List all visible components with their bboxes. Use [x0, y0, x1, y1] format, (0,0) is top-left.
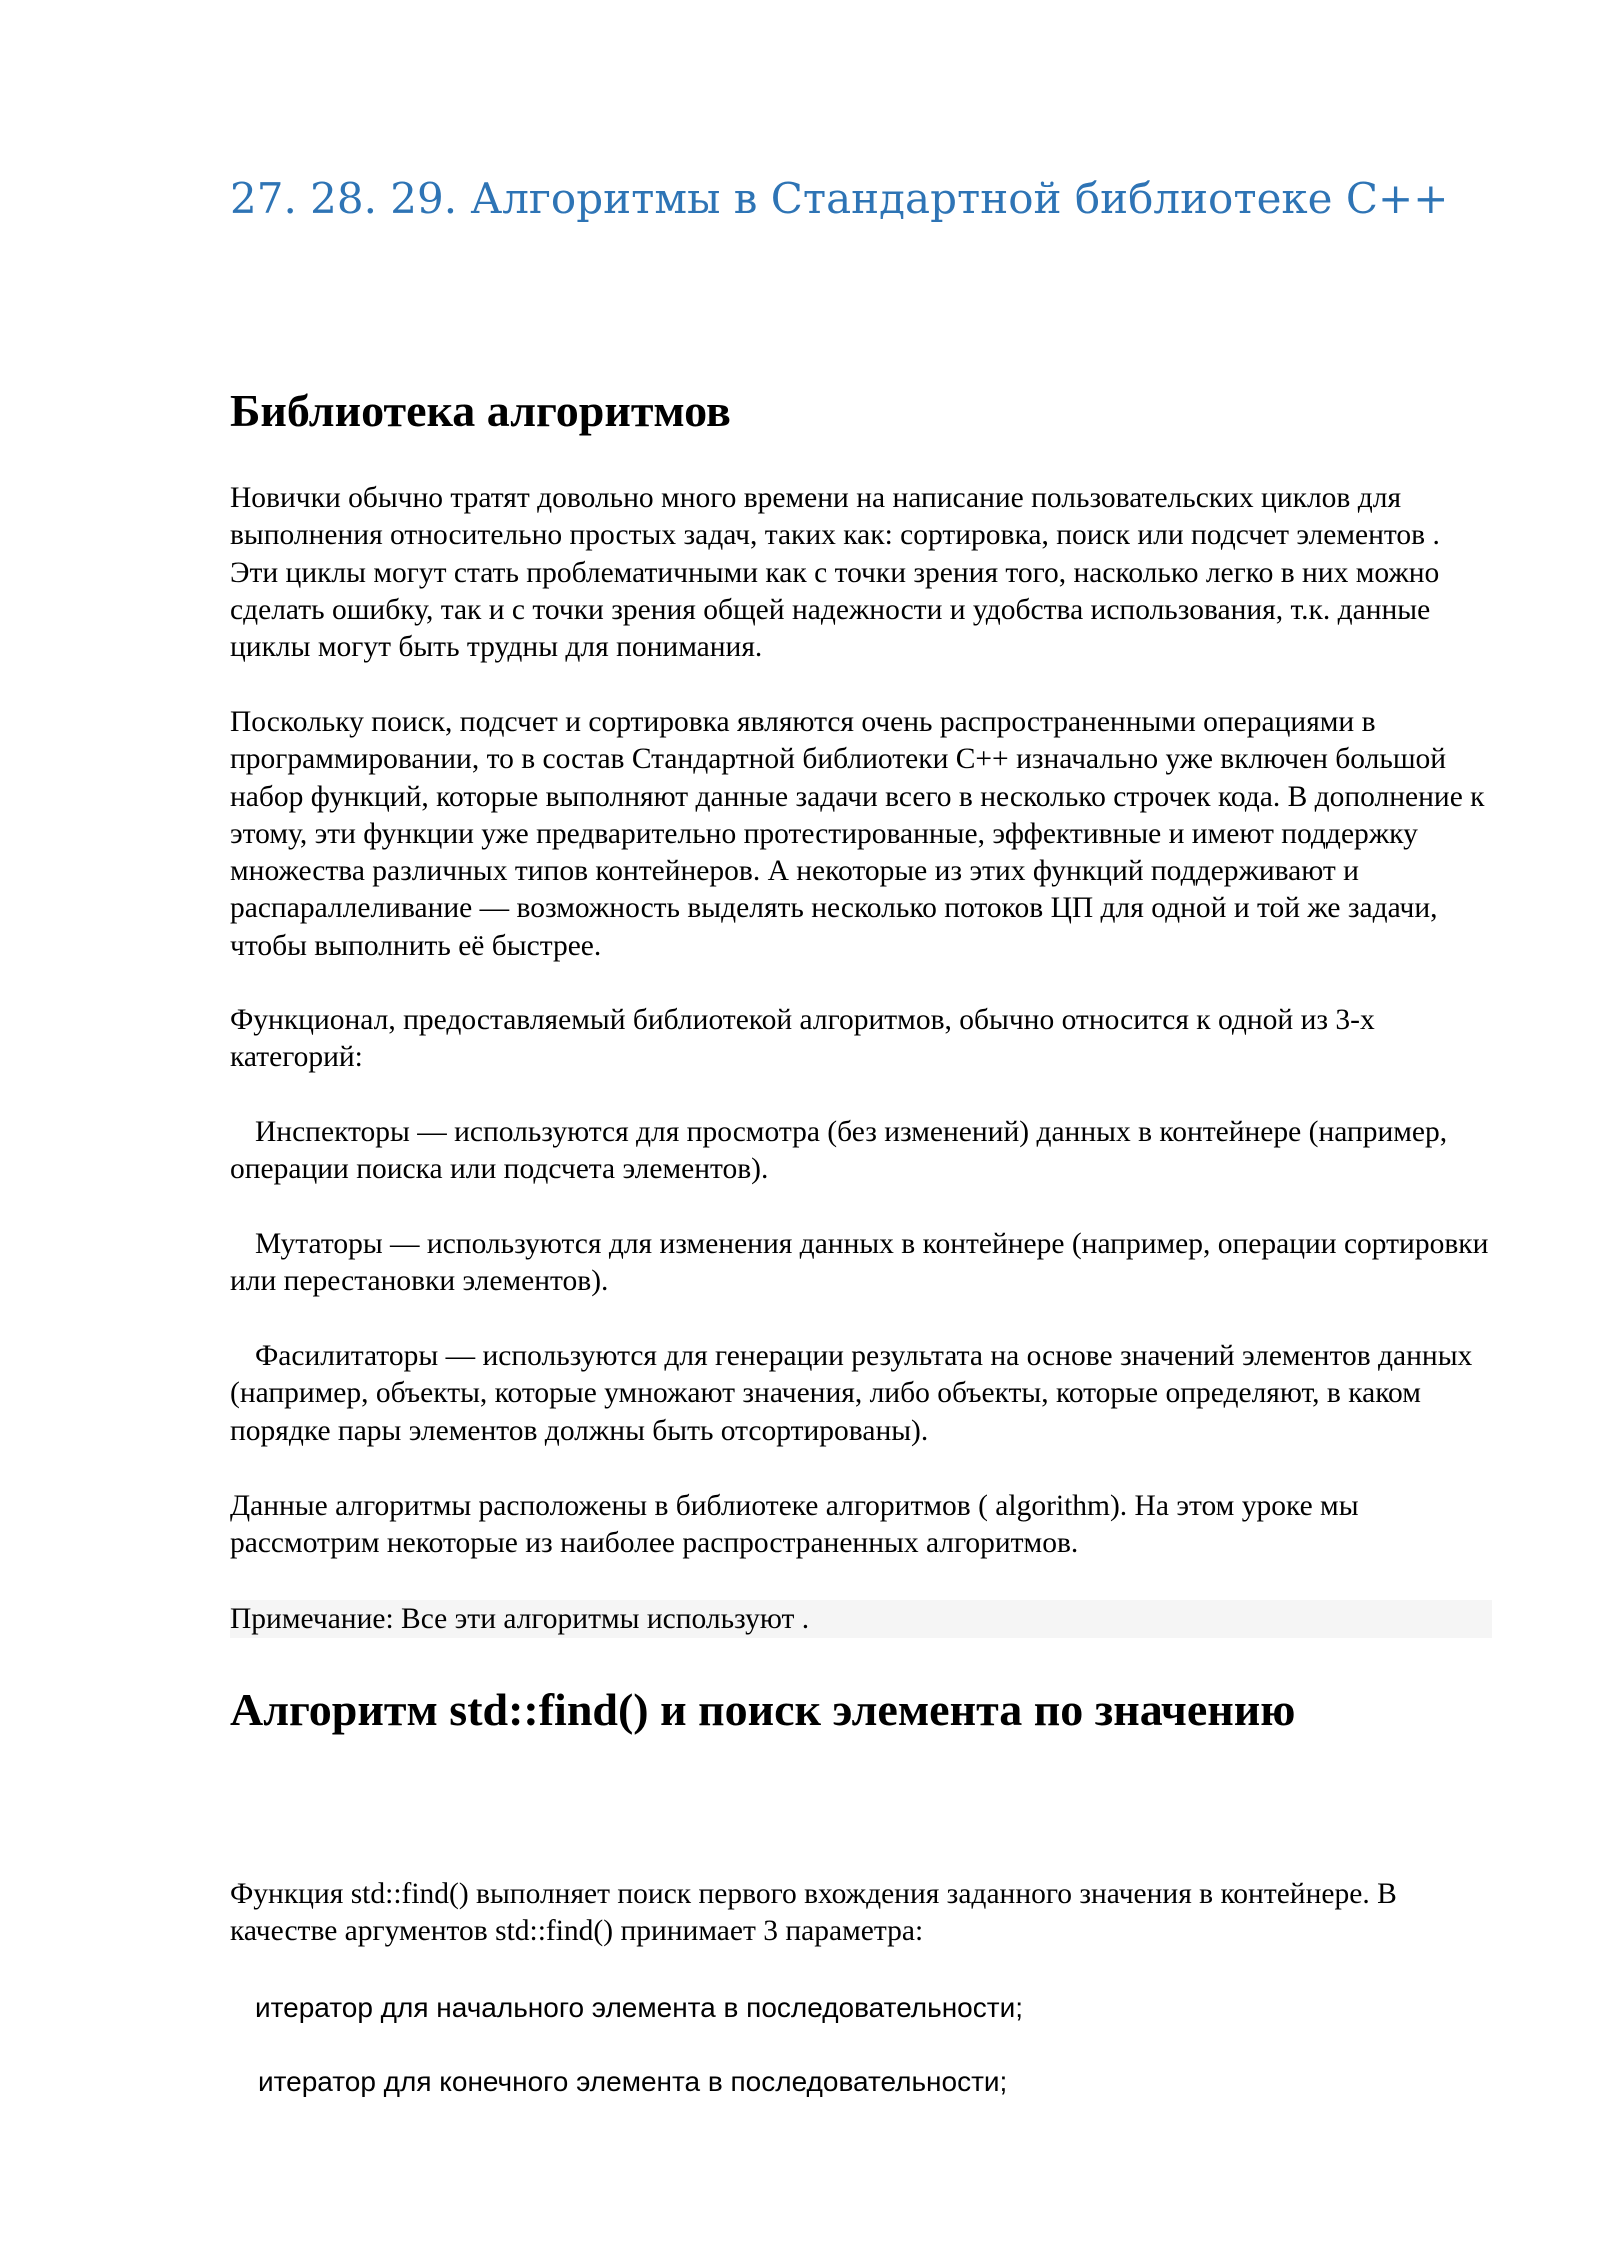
document-title: 27. 28. 29. Алгоритмы в Стандартной библиотеке С++ [230, 174, 1449, 223]
category-facilitators: Фасилитаторы — используются для генерации результата на основе значений элементов данных (например, объекты, которые умножают значения, либо объекты, которые определяют, в каком порядке пары элементов должны быть отсортированы). [230, 1340, 1473, 1447]
paragraph-find-description: Функция std::find() выполняет поиск первого вхождения заданного значения в контейнере. В качестве аргументов std::find() принимает 3 параметра: [230, 1878, 1397, 1948]
paragraph-intro: Новички обычно тратят довольно много времени на написание пользовательских циклов для выполнения относительно простых задач, таких как: сортировка, поиск или подсчет элементов . Эти циклы могут стать проблематичными как с точки зрения того, насколько легко в них можно сделать ошибку, так и с точки зрения общей надежности и удобства использования, т.к. данные циклы могут быть трудны для понимания. [230, 482, 1440, 664]
category-inspectors: Инспекторы — используются для просмотра (без изменений) данных в контейнере (например, операции поиска или подсчета элементов). [230, 1116, 1448, 1186]
category-mutators: Мутаторы — используются для изменения данных в контейнере (например, операции сортировки или перестановки элементов). [230, 1228, 1489, 1298]
section-heading-library: Библиотека алгоритмов [230, 385, 731, 436]
section-heading-find: Алгоритм std::find() и поиск элемента по значению [230, 1684, 1296, 1735]
param-item-begin: итератор для начального элемента в последовательности; [255, 1992, 1023, 2023]
param-item-end: итератор для конечного элемента в последовательности; [258, 2066, 1008, 2097]
paragraph-search-sort: Поскольку поиск, подсчет и сортировка являются очень распространенными операциями в программировании, то в состав Стандартной библиотеки С++ изначально уже включен большой набор функций, которые выполняют данные задачи всего в несколько строчек кода. В дополнение к этому, эти функции уже предварительно протестированные, эффективные и имеют поддержку множества различных типов контейнеров. А некоторые из этих функций поддерживают и распараллеливание — возможность выделять несколько потоков ЦП для одной и той же задачи, чтобы выполнить её быстрее. [230, 706, 1485, 962]
note-block: Примечание: Все эти алгоритмы используют . [230, 1600, 1492, 1638]
paragraph-functionality: Функционал, предоставляемый библиотекой алгоритмов, обычно относится к одной из 3-х категорий: [230, 1004, 1375, 1074]
paragraph-algorithm-library: Данные алгоритмы расположены в библиотеке алгоритмов ( algorithm). На этом уроке мы рассмотрим некоторые из наиболее распространенных алгоритмов. [230, 1490, 1359, 1560]
